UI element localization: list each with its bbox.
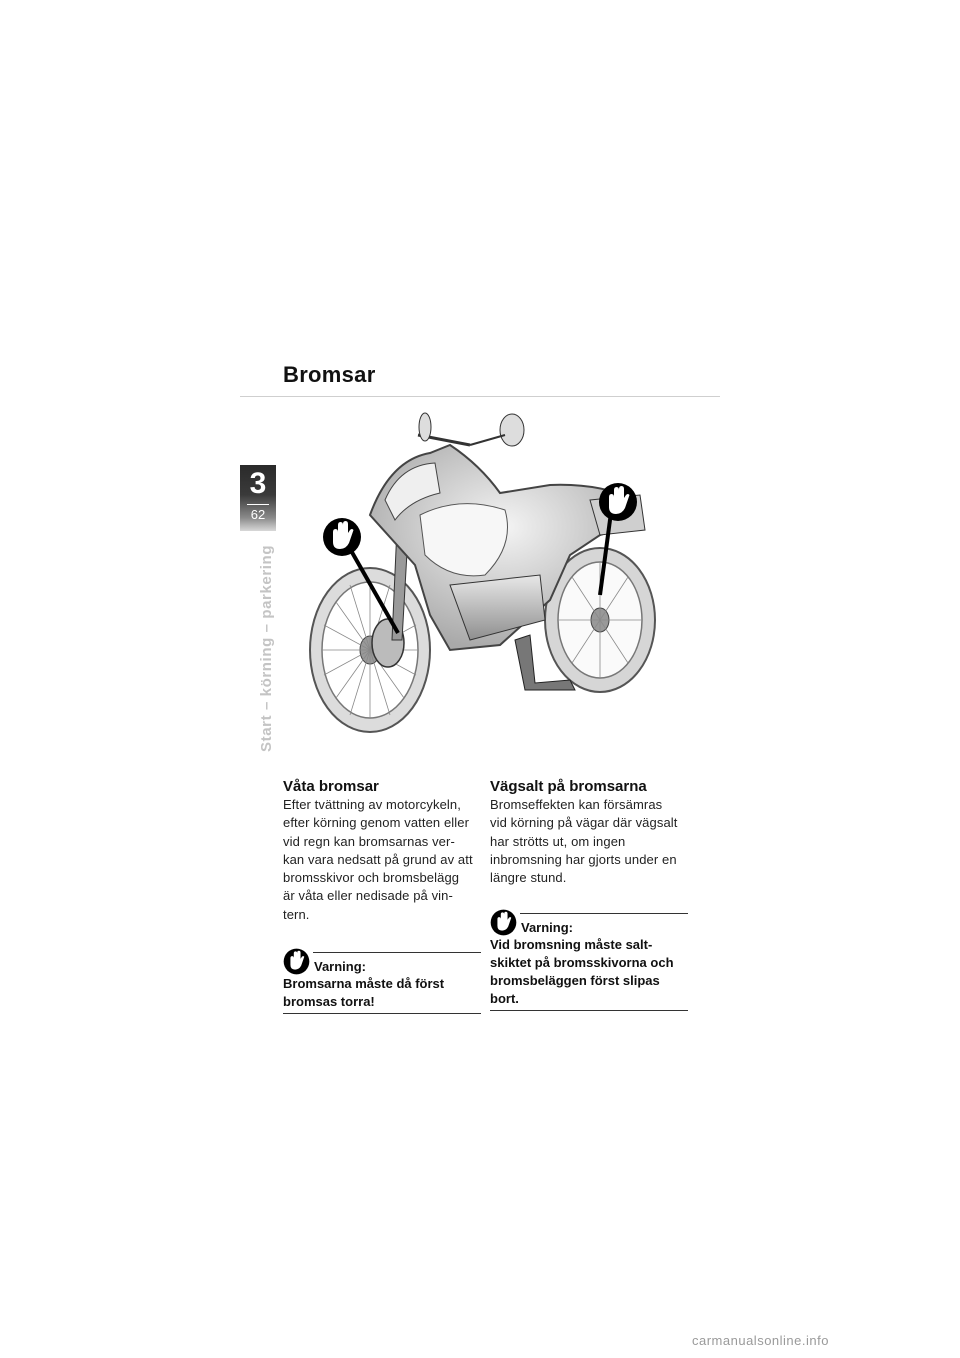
warning-box [490, 909, 690, 1011]
section-body: Bromseffekten kan försämras vid körning på vägar där vägsalt har strötts ut, om ingen inbromsning har gjorts under en längre stund. [490, 797, 678, 886]
warning-box [283, 948, 483, 1014]
chapter-divider [247, 504, 269, 505]
rear-brake-hand-icon [599, 483, 637, 521]
title-divider [240, 396, 720, 397]
page-number: 62 [250, 507, 266, 522]
section-wet-brakes [283, 778, 483, 1014]
section-heading: Vägsalt på bromsarna [490, 778, 647, 795]
side-label: Start – körning – parkering [258, 544, 275, 752]
front-brake-hand-icon [323, 518, 361, 556]
chapter-number: 3 [249, 467, 267, 500]
warning-rule-bottom [283, 1013, 481, 1014]
stop-hand-icon [283, 948, 310, 975]
page-title: Bromsar [283, 362, 376, 387]
chapter-tab [240, 465, 276, 531]
front-wheel [310, 568, 430, 732]
warning-rule-bottom [490, 1010, 688, 1011]
warning-rule-top [313, 952, 481, 953]
footer-watermark: carmanualsonline.info [692, 1333, 829, 1348]
section-heading: Våta bromsar [283, 778, 379, 795]
motorcycle-brakes-illustration [300, 405, 660, 745]
section-road-salt [490, 778, 690, 1011]
warning-text: Vid bromsning måste salt- skiktet på bromsskivorna och bromsbeläggen först slipas bort. [490, 937, 674, 1007]
stop-hand-icon [490, 909, 517, 936]
warning-label: Varning: [521, 920, 574, 936]
warning-rule-top [520, 913, 688, 914]
warning-label: Varning: [314, 959, 367, 975]
warning-text: Bromsarna måste då först bromsas torra! [283, 976, 445, 1010]
section-body: Efter tvättning av motorcykeln, efter körning genom vatten eller vid regn kan bromsarnas ver- kan vara nedsatt på grund av att bromsskivor och bromsbelägg är våta eller nedisade på vin- tern. [283, 797, 473, 922]
